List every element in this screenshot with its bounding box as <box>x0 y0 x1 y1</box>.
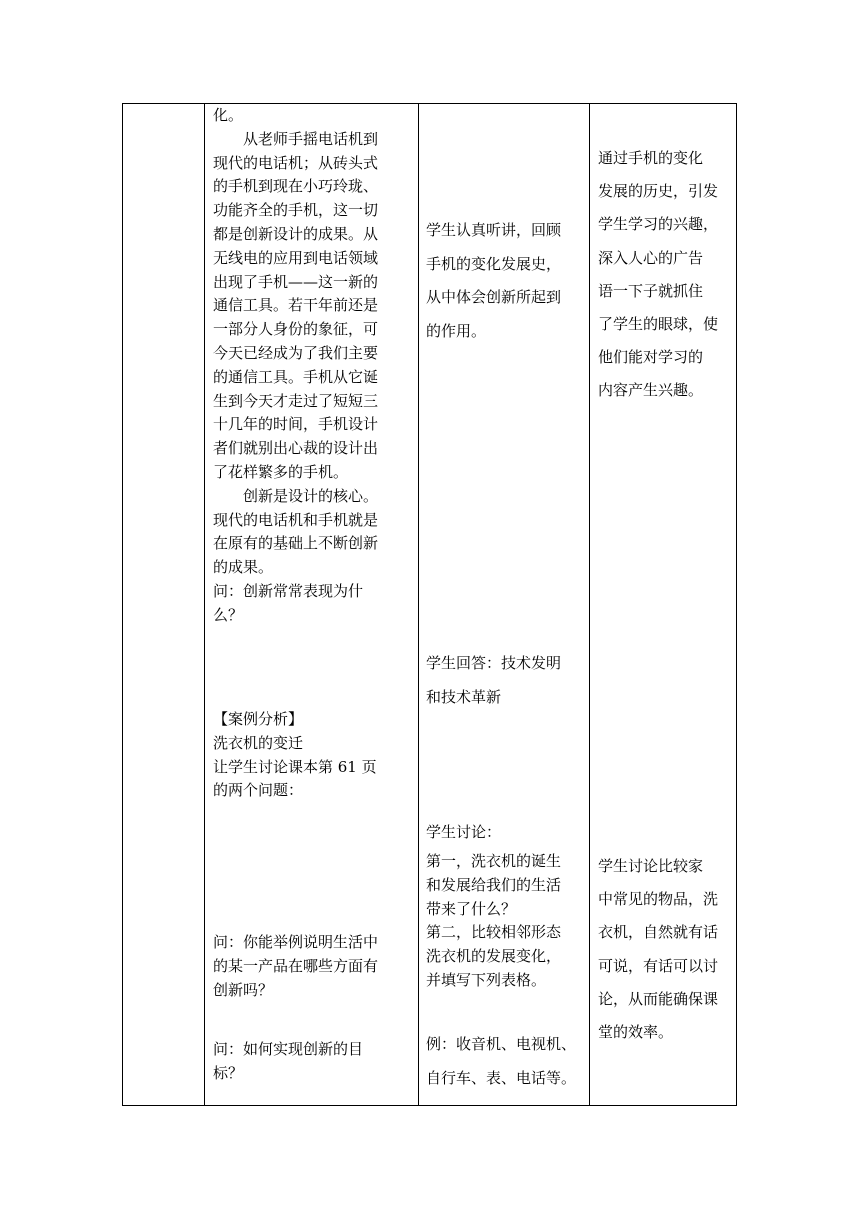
text-line: 无线电的应用到电话领域 <box>213 248 379 267</box>
text-line: 从老师手摇电话机到 <box>213 129 379 148</box>
text-line: 的成果。 <box>213 558 274 577</box>
design-intent-block-2 <box>598 850 733 1049</box>
text-line: 的手机到现在小巧玲珑、 <box>213 177 379 196</box>
text-line: 发展的历史，引发 <box>598 182 719 201</box>
text-line: 洗衣机的发展变化， <box>426 947 562 966</box>
text-line: 自行车、表、电话等。 <box>426 1068 577 1087</box>
text-line: 了学生的眼球，使 <box>598 315 719 334</box>
lesson-plan-table <box>122 103 737 1106</box>
text-line: 从中体会创新所起到 <box>426 288 562 306</box>
text-line: 学生学习的兴趣， <box>598 215 719 234</box>
text-line: 一部分人身份的象征，可 <box>213 320 379 339</box>
text-line: 中常见的物品，洗 <box>598 890 719 909</box>
text-line: 现代的电话机；从砖头式 <box>213 153 379 172</box>
student-activity-block-5 <box>426 1028 591 1095</box>
text-line: 么？ <box>213 605 244 624</box>
text-line: 功能齐全的手机，这一切 <box>213 201 379 220</box>
text-line: 的某一产品在哪些方面有 <box>213 956 379 975</box>
text-line: 了花样繁多的手机。 <box>213 462 349 481</box>
text-line: 的两个问题： <box>213 781 304 800</box>
student-activity-block-3 <box>426 821 591 845</box>
text-line: 十几年的时间，手机设计 <box>213 415 379 434</box>
text-line: 创新是设计的核心。 <box>213 486 379 505</box>
text-line: 在原有的基础上不断创新 <box>213 534 379 553</box>
design-intent-block-1 <box>598 142 733 408</box>
text-line: 衣机，自然就有话 <box>598 923 719 942</box>
text-line: 通过手机的变化 <box>598 149 704 167</box>
text-line: 的作用。 <box>426 321 487 340</box>
text-line: 者们就别出心裁的设计出 <box>213 439 379 458</box>
student-activity-block-1 <box>426 214 591 348</box>
text-line: 并填写下列表格。 <box>426 970 547 989</box>
text-line: 学生回答：技术发明 <box>426 654 562 672</box>
text-line: 都是创新设计的成果。从 <box>213 224 379 243</box>
text-line: 手机的变化发展史， <box>426 254 562 273</box>
text-line: 可说，有话可以讨 <box>598 956 719 975</box>
teacher-activity-block-3 <box>213 931 418 1002</box>
teacher-activity-block-2 <box>213 708 418 803</box>
text-line: 和技术革新 <box>426 687 502 706</box>
text-line: 内容产生兴趣。 <box>598 381 704 400</box>
text-line: 生到今天才走过了短短三 <box>213 391 379 410</box>
text-line: 学生认真听讲，回顾 <box>426 221 562 239</box>
text-line: 带来了什么？ <box>426 899 517 918</box>
text-line: 论，从而能确保课 <box>598 989 719 1008</box>
text-line: 他们能对学习的 <box>598 348 704 367</box>
section-heading: 【案例分析】 <box>213 710 304 728</box>
text-line: 第一，洗衣机的诞生 <box>426 852 562 870</box>
text-line: 的通信工具。手机从它诞 <box>213 367 379 386</box>
teacher-activity-block-4 <box>213 1038 418 1086</box>
student-activity-block-2 <box>426 647 591 714</box>
column-divider <box>418 104 419 1105</box>
column-divider <box>204 104 205 1105</box>
text-line: 和发展给我们的生活 <box>426 875 562 894</box>
text-line: 问：你能举例说明生活中 <box>213 933 379 951</box>
text-line: 第二，比较相邻形态 <box>426 923 562 942</box>
text-line: 通信工具。若干年前还是 <box>213 296 379 315</box>
text-line: 学生讨论： <box>426 823 502 841</box>
student-activity-block-4 <box>426 850 591 993</box>
text-line: 出现了手机——这一新的 <box>213 272 379 291</box>
text-line: 今天已经成为了我们主要 <box>213 343 379 362</box>
text-line: 深入人心的广告 <box>598 248 704 267</box>
text-line: 洗衣机的变迁 <box>213 733 304 752</box>
text-line: 化。 <box>213 106 244 124</box>
text-line: 例：收音机、电视机、 <box>426 1035 577 1053</box>
text-line: 创新吗？ <box>213 980 274 999</box>
text-line: 问：创新常常表现为什 <box>213 581 364 600</box>
teacher-activity-block-1 <box>213 104 418 628</box>
text-line: 学生讨论比较家 <box>598 857 704 875</box>
text-line: 堂的效率。 <box>598 1023 674 1042</box>
text-line: 标？ <box>213 1063 244 1082</box>
text-line: 现代的电话机和手机就是 <box>213 510 379 529</box>
text-line: 让学生讨论课本第 61 页 <box>213 757 377 776</box>
text-line: 语一下子就抓住 <box>598 281 704 300</box>
text-line: 问：如何实现创新的目 <box>213 1040 364 1058</box>
